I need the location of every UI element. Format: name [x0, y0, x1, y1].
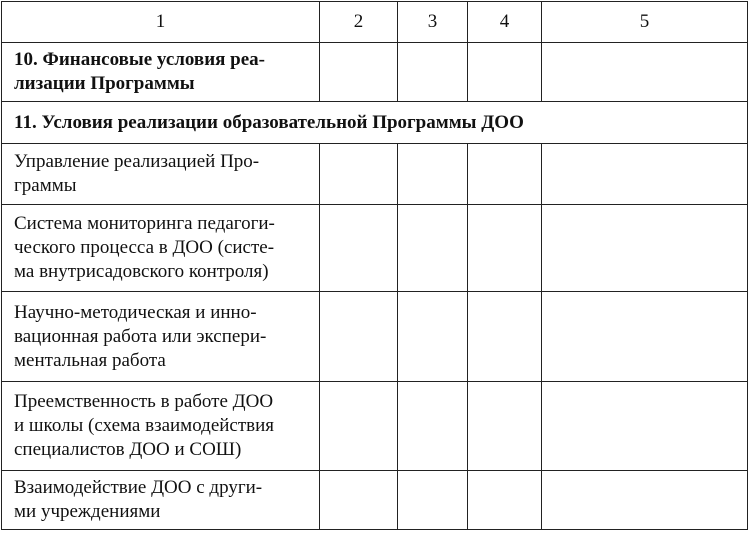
program-conditions-table [1, 1, 748, 530]
header-col-1: 1 [2, 2, 320, 43]
table-cell [398, 382, 468, 471]
table-row [2, 382, 748, 471]
section-title-implementation-conditions: 11. Условия реализации образовательной Программы ДОО [2, 102, 748, 144]
section-row [2, 102, 748, 144]
table-cell [398, 205, 468, 292]
table-cell [468, 43, 542, 102]
table-cell [320, 292, 398, 382]
table-cell [320, 43, 398, 102]
header-col-3: 3 [398, 2, 468, 43]
table-cell [468, 292, 542, 382]
table-cell [320, 471, 398, 530]
table-row [2, 292, 748, 382]
header-col-5: 5 [542, 2, 748, 43]
row-label-monitoring-system: Система мониторинга педагоги- ческого процесса в ДОО (систе- ма внутрисадовского контроля) [2, 205, 320, 292]
table-cell [398, 144, 468, 205]
table-cell [542, 205, 748, 292]
table-cell [398, 292, 468, 382]
table-cell [542, 382, 748, 471]
header-col-2: 2 [320, 2, 398, 43]
table-cell [398, 43, 468, 102]
row-label-interaction: Взаимодействие ДОО с други- ми учреждениями [2, 471, 320, 530]
table-row [2, 144, 748, 205]
table-row [2, 205, 748, 292]
table-cell [542, 43, 748, 102]
table-cell [398, 471, 468, 530]
row-label-financial-conditions: 10. Финансовые условия реа- лизации Программы [2, 43, 320, 102]
header-col-4: 4 [468, 2, 542, 43]
header-row [2, 2, 748, 43]
row-label-methodical-work: Научно-методическая и инно- вационная работа или экспери- ментальная работа [2, 292, 320, 382]
table-cell [320, 144, 398, 205]
table-cell [320, 205, 398, 292]
row-label-continuity: Преемственность в работе ДОО и школы (схема взаимодействия специалистов ДОО и СОШ) [2, 382, 320, 471]
row-label-program-management: Управление реализацией Про- граммы [2, 144, 320, 205]
table-cell [468, 144, 542, 205]
table-cell [468, 471, 542, 530]
table-row [2, 471, 748, 530]
table-cell [468, 205, 542, 292]
table-cell [542, 471, 748, 530]
table-cell [468, 382, 542, 471]
table-cell [542, 144, 748, 205]
table-row [2, 43, 748, 102]
table-cell [542, 292, 748, 382]
table-cell [320, 382, 398, 471]
